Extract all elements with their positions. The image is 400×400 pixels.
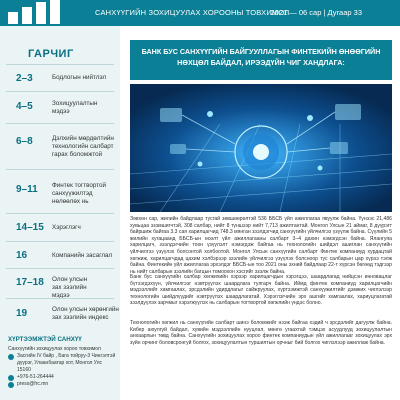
article-headline-banner xyxy=(130,40,392,80)
toc-item[interactable] xyxy=(6,169,114,214)
contact-email[interactable]: press@frc.mn xyxy=(8,381,116,388)
toc-item-label: Бодлогын нийтлэл xyxy=(52,74,107,81)
toc-item[interactable] xyxy=(6,123,114,170)
toc-page-number: 19 xyxy=(16,308,28,319)
toc-item[interactable] xyxy=(6,91,114,124)
toc-item-label: Хэрэглэгч xyxy=(52,224,81,231)
email-icon xyxy=(8,382,14,388)
toc-page-number: 9–11 xyxy=(16,184,38,195)
contact-title: ХҮРТЭЭМЖТЭЙ САНХҮҮ xyxy=(8,336,82,343)
header-bar xyxy=(0,0,400,26)
article-paragraph: Зөвхөн сар, жилийн байдлаар тусгай зөвшөөрөлтэй 536 ББСБ үйл ажиллагаа явуулж байна. Үүнээс 21,486 хувьцаа эзэмшигчтэй, 308 салбар, нийт 8 түншээр нийт 7,713 ажилтантай. Монгол Улсын 21 аймаг, 8 дүүрэгт байршиж байгаа 3.3 сая харилцагчид 748.3 мянган зээлдэгчид санхүүгийн үйлчилгээ үзүүлж байна. Сүүлийн 5 жилийн хугацаанд ББСБ-ын өсөлт үйл ажиллагааны салбарт 3–4 дахин нэмэгдсэн байна. Ялангуяа харилцагч, зээлдэгчийн тоон үзүүлэлт нэмэгдэж байгаа нь технологийн шийдэл ашиглан санхүүгийн үйлчилгээ үзүүлэх болсонтой холбоотой. Монгол Улсын санхүүгийн салбарт Финтек компаниуд хурдацтай хөгжиж, харилцагчдад цахим хэлбэрээр зээлийн үйлчилгээ үзүүлэх болсноор тус салбарын цар хүрээ тэлж байна. Финтекийн үйл ажиллагаа эрхэлдэг ББСБ-ын тоо 2021 оны эхний байдлаар 22-т хүрсэн бөгөөд тэдгээр нь нийт салбарын зээлийн багцын томоохон хэсгийг эзэлж байна. xyxy=(130,216,392,275)
contact-tagline: Санхүүгийн зохицуулах хороо товхимол xyxy=(8,346,101,352)
article-paragraph: Банк бус санхүүгийн салбар хөгжихийн хэрээр харилцагчдын хэрэгцээ, шаардлагад нийцсэн инновацлаг бүтээгдэхүүн, үйлчилгээг нэвтрүүлэх шаардлага тулгарч байна. Иймд финтек компаниуд харилцагчийн мэдээллийг хамгаалах, эрсдэлийн удирдлагыг сайжруулах, хүртээмжтэй санхүүжилтийг дэмжих чиглэлээр технологийн шийдлүүдийг нэвтрүүлэх шаардлагатай. Хэрэглэгчийн эрх ашгийг хамгаалах, хариуцлагатай зээлдүүлэх зарчмыг хэрэгжүүлэх нь салбарын тогтвортой хөгжлийн үндэс болно. xyxy=(130,274,392,307)
phone-icon xyxy=(8,375,14,381)
issue-info: 2021 — 06 сар | Дугаар 33 xyxy=(270,8,362,17)
toc-item-label: Дэлхийн мөрдөлтийн технологийн салбарт гарах боломжтой xyxy=(52,135,114,158)
toc-item-label: Олон улсын зах зээлийн мэдээ xyxy=(52,276,88,299)
fintech-image xyxy=(130,84,392,212)
frc-logo xyxy=(8,0,78,26)
toc-item-label: Компанийн засаглал xyxy=(52,252,113,259)
contact-address: Засгийн IV байр , Бага тойруу-3 Чингэлтэй дүүрэг, Улаанбаатар хот, Монгол Улс 15160 xyxy=(8,353,116,374)
toc-item[interactable] xyxy=(6,298,119,331)
newsletter-title: САНХҮҮГИЙН ЗОХИЦУУЛАХ ХОРООНЫ ТОВХИМОЛ xyxy=(95,8,290,17)
toc-title: ГАРЧИГ xyxy=(28,48,74,60)
toc-page-number: 6–8 xyxy=(16,136,33,147)
toc-item[interactable] xyxy=(6,213,114,242)
toc-item-label: Финтек тогтвортой санхүүжилтэд нөлөөлөх нь xyxy=(52,182,107,205)
toc-item-label: Олон улсын хөрөнгийн зах зээлийн индекс xyxy=(52,306,119,321)
toc-page-number: 2–3 xyxy=(16,73,33,84)
toc-page-number: 4–5 xyxy=(16,101,33,112)
contact-phone[interactable]: +976-51-264444 xyxy=(8,374,116,381)
article-headline: БАНК БУС САНХҮҮГИЙН БАЙГУУЛЛАГЫН ФИНТЕКИЙН ӨНӨӨГИЙН НӨХЦӨЛ БАЙДАЛ, ИРЭЭДҮЙН ЧИГ ХАНДЛАГА: xyxy=(141,47,381,67)
fintech-illustration xyxy=(130,84,392,212)
toc-page-number: 16 xyxy=(16,250,28,261)
toc-item[interactable] xyxy=(6,64,114,92)
contact-block xyxy=(8,336,116,388)
toc-item[interactable] xyxy=(6,241,114,269)
toc-item-label: Зохицуулалтын мэдээ xyxy=(52,100,98,115)
article-paragraph: Технологийн хөгжил нь санхүүгийн салбарт шинэ боломжийг нээж байгаа хэдий ч эрсдэлийг дагуулж байна. Кибер аюулгүй байдал, хувийн мэдээллийн нууцлал, мөнгө угаахтай тэмцэх асуудлууд зохицуулалтын анхаарлын төвд байна. Санхүүгийн зохицуулах хороо финтек компаниудын үйл ажиллагааг зохицуулах эрх зүйн орчинг боловсронгуй болгох, зохицуулалтын туршилтын орчныг бий болгох чиглэлээр ажиллаж байна. xyxy=(130,320,392,346)
location-icon xyxy=(8,354,14,360)
toc-page-number: 14–15 xyxy=(16,222,44,233)
toc-item[interactable] xyxy=(6,268,114,299)
toc-page-number: 17–18 xyxy=(16,277,44,288)
